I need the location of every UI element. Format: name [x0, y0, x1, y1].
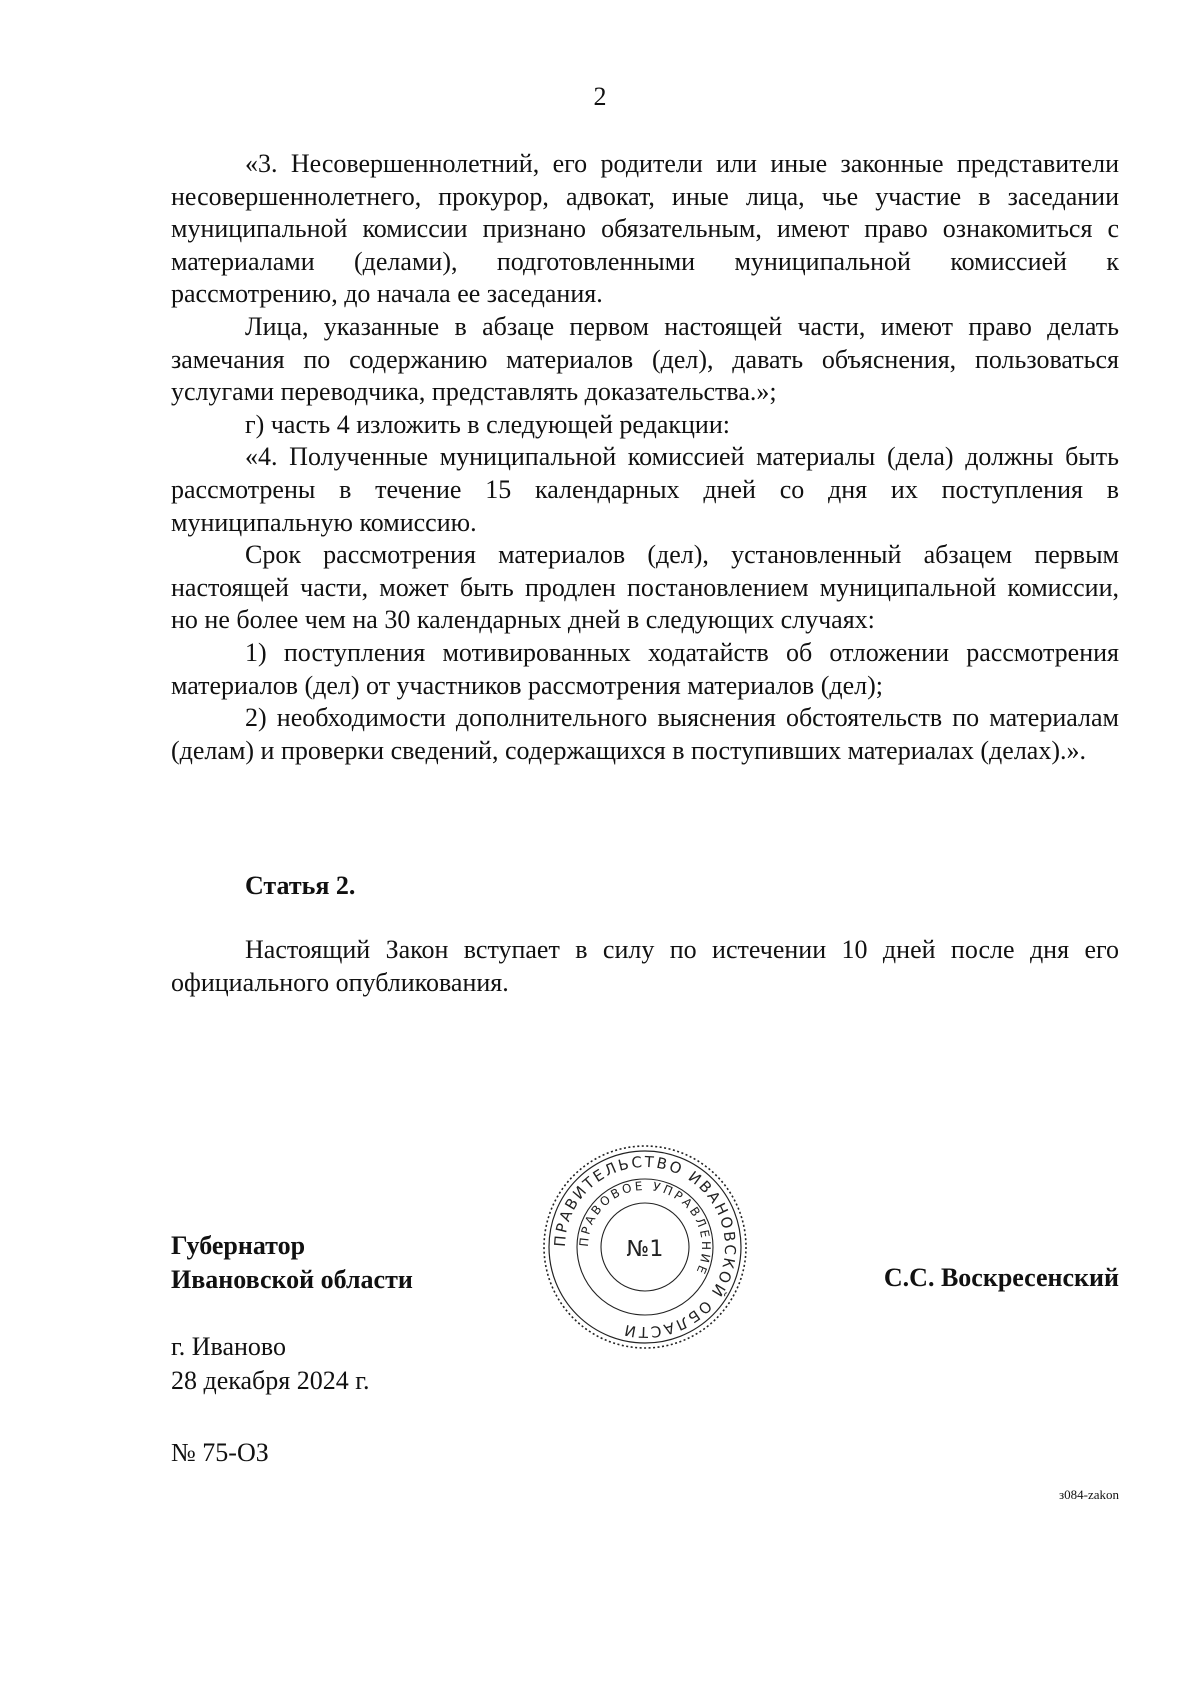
body-text: [171, 148, 1119, 767]
paragraph: «4. Полученные муниципальной комиссией материалы (дела) должны быть рассмотрены в течение 15 календарных дней со дня их поступления в муниципальную комиссию.: [171, 442, 1119, 537]
article-text: Настоящий Закон вступает в силу по истечении 10 дней после дня его официального опубликования.: [171, 935, 1119, 997]
paragraph: 2) необходимости дополнительного выяснения обстоятельств по материалам (делам) и проверки сведений, содержащихся в поступивших материалах (делах).».: [171, 703, 1119, 765]
city: г. Иваново: [171, 1332, 286, 1361]
governor-name: С.С. Воскресенский: [883, 1263, 1119, 1292]
document-code: з084-zakon: [1058, 1487, 1119, 1502]
governor-title: [171, 1229, 413, 1297]
paragraph: «3. Несовершеннолетний, его родители или иные законные представители несовершеннолетнего, прокурор, адвокат, иные лица, чье участие в заседании муниципальной комиссии признано обязательным, имеют право ознакомиться с материалами (делами), подготовленными муниципальной комиссией к рассмотрению, до начала ее заседания.: [171, 149, 1119, 309]
date: 28 декабря 2024 г.: [171, 1366, 370, 1395]
paragraph: г) часть 4 изложить в следующей редакции:: [245, 409, 730, 439]
paragraph: 1) поступления мотивированных ходатайств об отложении рассмотрения материалов (дел) от участников рассмотрения материалов (дел);: [171, 637, 1119, 700]
place-date: [171, 1330, 369, 1398]
article-heading: Статья 2.: [245, 871, 356, 900]
paragraph: Лица, указанные в абзаце первом настоящей части, имеют право делать замечания по содержанию материалов (дел), давать объяснения, пользоваться услугами переводчика, представлять доказательства.»;: [171, 311, 1119, 407]
seal-outer-text: ПРАВИТЕЛЬСТВО ИВАНОВСКОЙ ОБЛАСТИ: [550, 1152, 740, 1342]
seal-inner-text: ПРАВОВОЕ УПРАВЛЕНИЕ: [576, 1178, 714, 1279]
governor-title-line: Губернатор: [171, 1231, 306, 1260]
governor-title-line: Ивановской области: [171, 1265, 413, 1294]
page-number: 2: [593, 82, 607, 111]
official-seal: [540, 1142, 750, 1352]
seal-number: №1: [626, 1237, 664, 1262]
paragraph: Срок рассмотрения материалов (дел), установленный абзацем первым настоящей части, может быть продлен постановлением муниципальной комиссии, но не более чем на 30 календарных дней в следующих случаях:: [171, 540, 1119, 635]
law-number: № 75-ОЗ: [171, 1438, 269, 1467]
